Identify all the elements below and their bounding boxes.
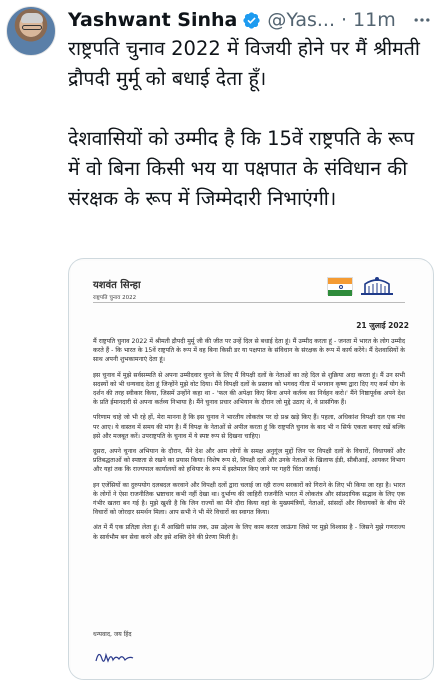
letter-body — [93, 337, 405, 548]
letter-date: 21 जुलाई 2022 — [356, 321, 409, 330]
author-handle[interactable]: @Yas... — [267, 9, 335, 31]
tweet-timestamp[interactable]: 11m — [353, 9, 396, 31]
author-avatar[interactable] — [6, 6, 56, 56]
parliament-emblem-icon — [357, 275, 397, 297]
tweet-paragraph-1: राष्ट्रपति चुनाव 2022 में विजयी होने पर मैं श्रीमती द्रौपदी मुर्मू को बधाई देता हूँ। — [68, 37, 420, 90]
letter-sender-subtitle: राष्ट्रपति चुनाव 2022 — [93, 295, 137, 301]
avatar-hair — [21, 13, 43, 23]
more-options-icon[interactable] — [408, 8, 436, 32]
letter-paragraph: अंत में मैं एक प्रतिज्ञा लेता हूं। मैं आखिरी सांस तक, उस उद्देश्य के लिए काम करता जाऊंगा जिसे पर मुझे विश्वास है - जिसने मुझे गणराज्य के सार्वभौम बन सेवा करने और इसे शक्ति देने की प्रेरणा मिली है। — [93, 524, 405, 541]
header-separator: · — [341, 9, 348, 31]
letter-paragraph: इन एजेंसियों का दुरुपयोग दलबदल करवाने और विपक्षी दलों द्वारा चलाई जा रही राज्य सरकारों को गिराने के लिए भी किया जा रहा है। भारत के लोगों ने ऐसा राजनीतिक भ्रष्टाचार कभी नहीं देखा था। दुर्भाग्य की जाहिरी राजनीति भारत में लोकतंत्र और सांप्रदायिक सद्भाव के लिए एक गंभीर खतरा बन गई है। मुझे खुशी है कि जिन राज्यों का मैंने दौरा किया वहां के मुख्यमंत्रियों, नेताओं, सांसदों और विधायकों के बीच मेरे विचारों को जोरदार समर्थन मिला। आप सभी ने भी मेरे विचारों का स्वागत किया। — [93, 481, 405, 517]
letter-paragraph: इस चुनाव में मुझे सर्वसम्मति से अपना उम्मीदवार चुनने के लिए मैं विपक्षी दलों के नेताओं का तहे दिल से शुक्रिया अदा करता हूं। मैं उन सभी सदस्यों को भी धन्यवाद देता हूं जिन्होंने मुझे वोट दिया। मैंने विपक्षी दलों के प्रस्ताव को भगवद गीता में भगवान कृष्ण द्वारा दिए गए कर्म योग के दर्शन की तरह स्वीकार किया, जिसमें उन्होंने कहा था - 'फल की अपेक्षा किए बिना अपने कर्तव्य का निर्वहन करो।' मैंने निष्ठापूर्वक अपने देश के प्रति ईमानदारी से अपना कर्तव्य निभाया है। मैंने चुनाव प्रचार अभियान के दौरान जो मुद्दे उठाए थे, वे प्रासंगिक हैं। — [93, 371, 405, 407]
signature — [93, 645, 141, 667]
indian-flag-icon — [327, 277, 353, 295]
letter-document — [71, 261, 431, 680]
letterhead-divider — [93, 302, 405, 303]
tweet-text — [68, 34, 432, 214]
letter-closing: धन्यवाद, जय हिंद — [93, 631, 132, 638]
verified-badge-icon — [242, 11, 261, 30]
avatar-glasses — [22, 25, 42, 30]
tweet-paragraph-2: देशवासियों को उम्मीद है कि 15वें राष्ट्रपति के रूप में वो बिना किसी भय या पक्षपात के संविधान की संरक्षक के रूप में जिम्मेदारी निभाएंगी। — [68, 127, 415, 210]
more-dots-glyph — [412, 10, 432, 30]
letter-paragraph: मैं राष्ट्रपति चुनाव 2022 में श्रीमती द्रौपदी मुर्मू जी की जीत पर उन्हें दिल से बधाई देता हूं। मैं उम्मीद करता हूं - जनता में भारत के लोग उम्मीद करते हैं - कि भारत के 15वें राष्ट्रपति के रूप में वह बिना किसी डर या पक्षपात के संविधान के संरक्षक के रूप में कार्य करेंगे। मैं देशवासियों के साथ अपनी शुभकामनाएं देता हूं। — [93, 338, 405, 364]
tweet-image[interactable] — [68, 258, 434, 680]
letter-paragraph: दूसरा, अपने चुनाव अभियान के दौरान, मैंने देश और आम लोगों के समक्ष अनुगूंज मुद्दों जिन पर विपक्षी दलों के विचारों, विधायकों और प्रतिबद्धताओं को स्पष्टता से रखने का प्रयास किया। विशेष रूप से, विपक्षी दलों और उनके नेताओं के खिलाफ ईडी, सीबीआई, आयकर विभाग और यहां तक कि राज्यपाल कार्यालयों को हथियार के रूप में इस्तेमाल किए जाने पर गहरी चिंता जताई। — [93, 448, 405, 474]
author-name[interactable]: Yashwant Sinha — [68, 9, 238, 31]
letter-sender-name: यशवंत सिन्हा — [93, 280, 141, 291]
letter-paragraph: परिणाम चाहे जो भी रहे हों, मेरा मानना है कि इस चुनाव ने भारतीय लोकतंत्र पर दो प्रश्न खड़े किए हैं। पहला, अधिकांश विपक्षी दल एक मंच पर आए। ये वास्तव में समय की मांग है। मैं विपक्ष के नेताओं से अपील करता हूं कि राष्ट्रपति चुनाव के बाद भी न सिर्फ एकता बनाए रखें बल्कि इसे और मजबूत करें। उपराष्ट्रपति के चुनाव में ये स्पष्ट रूप से दिखना चाहिए। — [93, 414, 405, 440]
tweet-header — [68, 8, 436, 32]
